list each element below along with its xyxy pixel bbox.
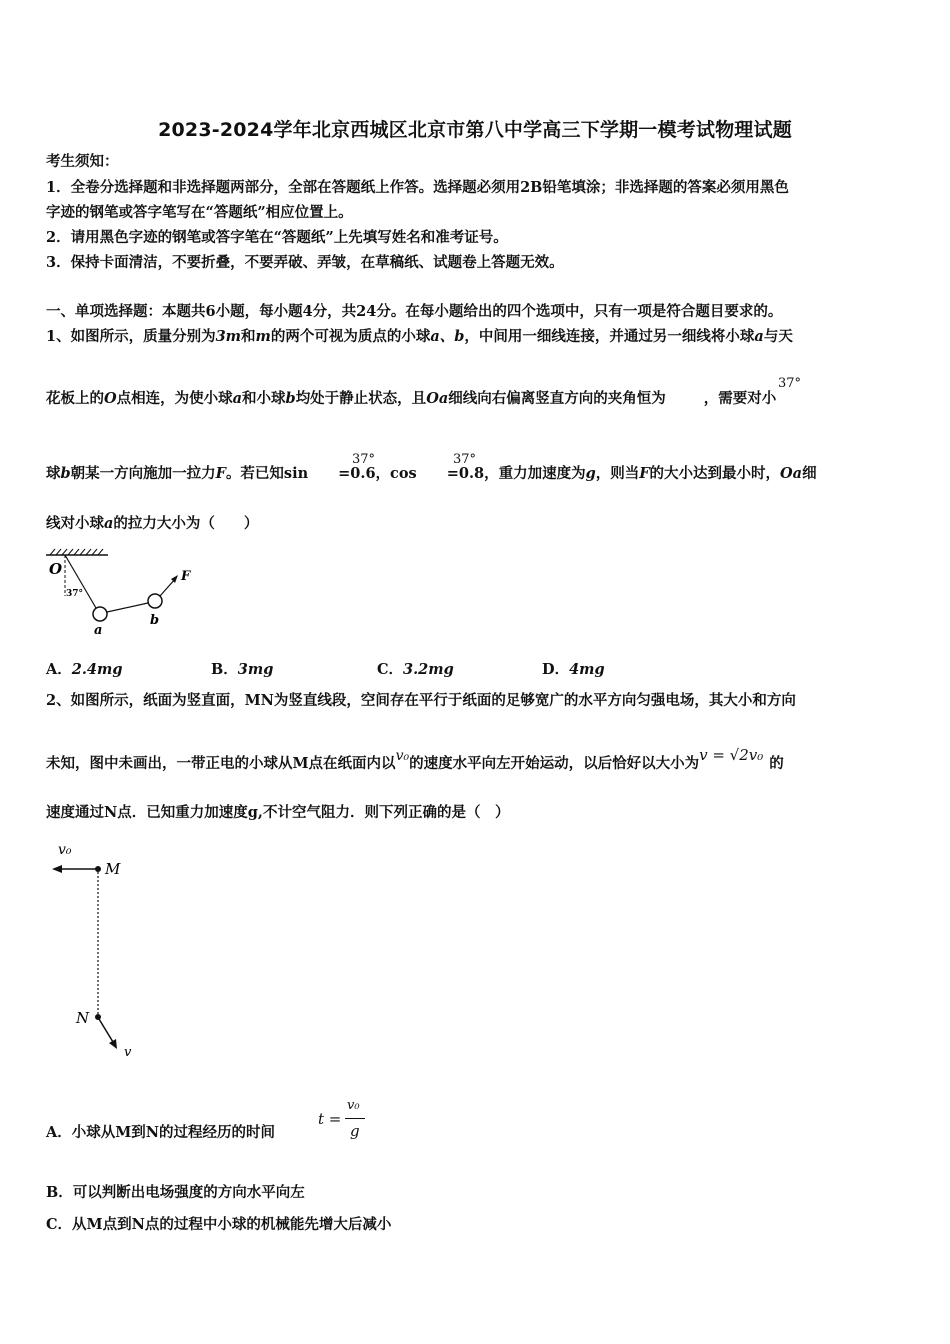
label-b: b	[150, 613, 160, 628]
option-d[interactable]: D．4mg	[542, 661, 605, 678]
option-2b[interactable]: B．可以判断出电场强度的方向水平向左	[46, 1184, 305, 1201]
q1-line2: 花板上的O点相连，为使小球a和小球b均处于静止状态，且Oa细线向右偏离竖直方向的夹角恒为 ，需要对小	[46, 390, 777, 407]
q2-line2: 未知，图中未画出，一带正电的小球从M点在纸面内以v₀的速度水平向左开始运动，以后恰好以大小为v = √2v₀ 的	[46, 746, 784, 772]
option-a[interactable]: A．2.4mg	[46, 661, 123, 678]
point-M	[95, 866, 101, 872]
notice-item: 1．全卷分选择题和非选择题两部分，全部在答题纸上作答。选择题必须用2B铅笔填涂；非选择题的答案必须用黑色	[46, 179, 789, 196]
angle-37: 37°	[453, 452, 477, 467]
q1-figure	[44, 548, 214, 640]
notice-item: 3．保持卡面清洁，不要折叠，不要弄破、弄皱，在草稿纸、试题卷上答题无效。	[46, 254, 564, 271]
ball-b	[148, 594, 162, 608]
q2-line3: 速度通过N点．已知重力加速度g,不计空气阻力．则下列正确的是（ ）	[46, 804, 510, 821]
ball-a	[93, 607, 107, 621]
option-b[interactable]: B．3mg	[211, 661, 274, 678]
notice-item: 2．请用黑色字迹的钢笔或答字笔在“答题纸”上先填写姓名和准考证号。	[46, 229, 508, 246]
label-a: a	[94, 623, 103, 638]
q1-line3: 球b朝某一方向施加一拉力F。若已知sin =0.6，cos =0.8，重力加速度为g，则当F的大小达到最小时，Oa细	[46, 465, 817, 482]
option-2a[interactable]: A．小球从M到N的过程经历的时间	[46, 1124, 276, 1141]
option-2c[interactable]: C．从M点到N点的过程中小球的机械能先增大后减小	[46, 1216, 392, 1233]
angle-37: 37°	[778, 376, 802, 391]
q2-figure	[46, 832, 186, 1067]
q1-line4: 线对小球a的拉力大小为（ ）	[46, 515, 259, 532]
point-N	[95, 1014, 101, 1020]
label-v0: v₀	[58, 842, 72, 858]
label-angle: 37°	[66, 589, 84, 599]
label-v: v	[124, 1045, 132, 1060]
q2-line1: 2、如图所示，纸面为竖直面，MN为竖直线段，空间存在平行于纸面的足够宽广的水平方向匀强电场，其大小和方向	[46, 692, 796, 709]
label-F: F	[181, 569, 191, 584]
time-formula: t = v₀ g	[318, 1098, 368, 1144]
page-title: 2023-2024学年北京西城区北京市第八中学高三下学期一模考试物理试题	[158, 119, 792, 141]
notice-heading: 考生须知：	[46, 153, 119, 170]
label-N: N	[76, 1009, 90, 1027]
notice-item: 字迹的钢笔或答字笔写在“答题纸”相应位置上。	[46, 204, 353, 221]
q1-line1: 1、如图所示，质量分别为3m和m的两个可视为质点的小球a、b，中间用一细线连接，并通过另一细线将小球a与天	[46, 328, 793, 345]
section-heading: 一、单项选择题：本题共6小题，每小题4分，共24分。在每小题给出的四个选项中，只有一项是符合题目要求的。	[46, 303, 783, 320]
label-O: O	[49, 560, 63, 578]
angle-37: 37°	[352, 452, 376, 467]
option-c[interactable]: C．3.2mg	[377, 661, 454, 678]
label-M: M	[105, 860, 121, 878]
